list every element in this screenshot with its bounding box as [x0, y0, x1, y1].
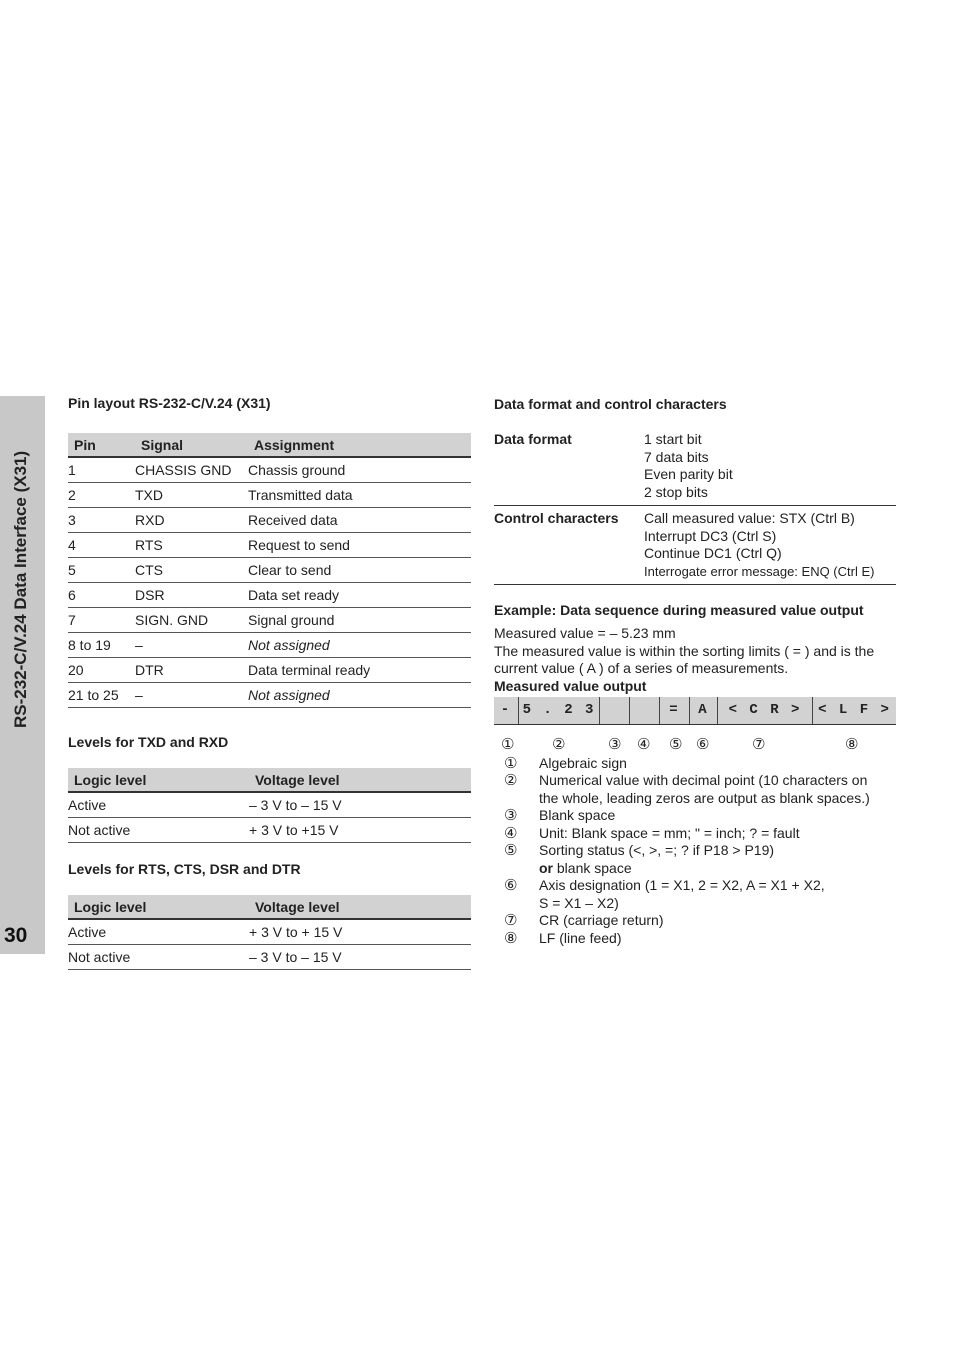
legend-text: CR (carriage return) [539, 912, 664, 928]
format-line: 1 start bit [644, 431, 702, 447]
list-item [494, 842, 896, 877]
table-cell: CHASSIS GND [135, 457, 248, 483]
legend-number: ④ [504, 824, 518, 842]
example-description: The measured value is within the sorting limits ( = ) and is the current value ( A ) of a series of measurements. [494, 642, 875, 676]
table-cell: Received data [248, 508, 471, 533]
data-sequence [494, 697, 896, 725]
table-cell: – [135, 633, 248, 658]
legend-text [539, 842, 896, 877]
table-cell: Not active [68, 818, 249, 843]
list-item [494, 877, 896, 912]
legend-text [539, 772, 896, 807]
format-line: 7 data bits [644, 448, 709, 465]
table-row [68, 558, 471, 583]
or-rest: blank space [553, 859, 632, 876]
sequence-cell: 5 . 2 3 [519, 697, 600, 724]
table-cell: RTS [135, 533, 248, 558]
column-header: Pin [68, 433, 135, 457]
table-row [68, 658, 471, 683]
table-cell: Chassis ground [248, 457, 471, 483]
table-row [68, 792, 471, 818]
sequence-cell: < L F > [818, 702, 891, 718]
sequence-cell: < C R > [718, 697, 813, 724]
column-header: Assignment [248, 433, 471, 457]
example-text [494, 625, 896, 678]
levels-rts-table [68, 895, 471, 970]
sequence-legend [494, 755, 896, 948]
table-cell: 21 to 25 [68, 683, 135, 708]
table-row [68, 633, 471, 658]
table-cell: 2 [68, 483, 135, 508]
marker: ⑧ [845, 735, 859, 753]
legend-number: ⑦ [504, 912, 518, 929]
table-row [68, 508, 471, 533]
legend-line [539, 860, 896, 878]
control-line: Interrogate error message: ENQ (Ctrl E) [644, 563, 875, 579]
sequence-cell: = [660, 697, 690, 724]
table-row [494, 506, 896, 585]
table-cell: Data terminal ready [248, 658, 471, 683]
left-column [68, 395, 471, 970]
control-characters-values [644, 506, 896, 585]
table-row [68, 945, 471, 970]
table-cell: 20 [68, 658, 135, 683]
control-characters-label: Control characters [494, 506, 644, 585]
table-cell: – 3 V to – 15 V [249, 945, 471, 970]
table-row [68, 533, 471, 558]
control-line: Continue DC1 (Ctrl Q) [644, 545, 782, 561]
list-item [494, 772, 896, 807]
table-cell: – [135, 683, 248, 708]
table-cell: + 3 V to +15 V [249, 818, 471, 843]
legend-number: ③ [504, 807, 518, 824]
table-cell: Active [68, 919, 249, 945]
right-column [494, 396, 896, 947]
list-item [494, 807, 896, 825]
table-cell: Not assigned [248, 633, 471, 658]
data-format-table [494, 431, 896, 585]
table-cell: Active [68, 792, 249, 818]
table-cell: Transmitted data [248, 483, 471, 508]
legend-text [539, 877, 896, 912]
table-header-row [68, 895, 471, 919]
table-cell: 3 [68, 508, 135, 533]
table-cell: DSR [135, 583, 248, 608]
table-cell: DTR [135, 658, 248, 683]
legend-line: Sorting status (<, >, =; ? if P18 > P19) [539, 842, 775, 858]
table-header-row [68, 768, 471, 792]
table-cell: Not assigned [248, 683, 471, 708]
format-line: 2 stop bits [644, 483, 708, 500]
list-item [494, 912, 896, 930]
output-heading: Measured value output [494, 677, 647, 694]
control-line: Call measured value: STX (Ctrl B) [644, 510, 855, 526]
table-cell: Signal ground [248, 608, 471, 633]
marker: ⑥ [696, 735, 710, 753]
legend-number: ⑧ [504, 929, 518, 947]
marker: ⑦ [752, 735, 766, 753]
table-cell: SIGN. GND [135, 608, 248, 633]
format-line: Even parity bit [644, 466, 733, 482]
legend-text: Blank space [539, 807, 616, 823]
legend-number: ② [504, 772, 518, 789]
table-cell: 7 [68, 608, 135, 633]
sequence-markers [494, 735, 896, 757]
sequence-cell: A [690, 697, 718, 724]
table-row [68, 919, 471, 945]
sequence-cell [630, 697, 660, 724]
marker: ③ [608, 735, 622, 753]
table-cell: Not active [68, 945, 249, 970]
example-heading: Example: Data sequence during measured value output [494, 602, 864, 618]
table-cell: Clear to send [248, 558, 471, 583]
table-cell: + 3 V to + 15 V [249, 919, 471, 945]
table-cell: TXD [135, 483, 248, 508]
page-number: 30 [4, 924, 28, 947]
legend-line: Axis designation (1 = X1, 2 = X2, A = X1 + X2, [539, 877, 825, 893]
legend-text: LF (line feed) [539, 929, 622, 946]
measured-value: Measured value = – 5.23 mm [494, 625, 676, 641]
legend-line: S = X1 – X2) [539, 894, 619, 911]
marker: ② [552, 735, 566, 753]
column-header: Signal [135, 433, 248, 457]
table-row [494, 431, 896, 506]
legend-text: Unit: Blank space = mm; " = inch; ? = fault [539, 824, 800, 841]
marker: ⑤ [669, 735, 683, 753]
pin-layout-table [68, 433, 471, 708]
column-header: Voltage level [249, 895, 471, 919]
data-format-label: Data format [494, 431, 644, 506]
table-cell: RXD [135, 508, 248, 533]
pin-layout-heading: Pin layout RS-232-C/V.24 (X31) [68, 395, 271, 411]
table-cell: 5 [68, 558, 135, 583]
list-item [494, 755, 896, 773]
legend-text: Algebraic sign [539, 754, 627, 771]
table-row [68, 608, 471, 633]
list-item [494, 930, 896, 948]
table-header-row [68, 433, 471, 457]
legend-line: the whole, leading zeros are output as blank spaces.) [539, 789, 870, 806]
column-header: Voltage level [249, 768, 471, 792]
table-cell: Data set ready [248, 583, 471, 608]
control-line: Interrupt DC3 (Ctrl S) [644, 527, 777, 544]
levels-rts-heading: Levels for RTS, CTS, DSR and DTR [68, 861, 301, 877]
or-word: or [539, 859, 553, 876]
legend-number: ⑤ [504, 842, 518, 859]
levels-txd-table [68, 768, 471, 843]
marker: ① [501, 735, 515, 753]
sequence-cell [600, 697, 630, 724]
chapter-title: RS-232-C/V.24 Data Interface (X31) [11, 450, 30, 728]
table-cell: Request to send [248, 533, 471, 558]
column-header: Logic level [68, 768, 249, 792]
legend-line: Numerical value with decimal point (10 characters on [539, 772, 868, 788]
table-cell: 6 [68, 583, 135, 608]
table-cell: CTS [135, 558, 248, 583]
column-header: Logic level [68, 895, 249, 919]
table-row [68, 583, 471, 608]
table-cell: 1 [68, 457, 135, 483]
data-format-heading: Data format and control characters [494, 396, 727, 412]
sequence-cell: - [494, 697, 519, 724]
table-row [68, 483, 471, 508]
legend-number: ⑥ [504, 877, 518, 894]
levels-txd-heading: Levels for TXD and RXD [68, 734, 229, 750]
table-row [68, 818, 471, 843]
legend-number: ① [504, 754, 518, 772]
table-cell: – 3 V to – 15 V [249, 792, 471, 818]
list-item [494, 825, 896, 843]
marker: ④ [637, 735, 651, 753]
data-format-values [644, 431, 896, 506]
table-row [68, 457, 471, 483]
table-row [68, 683, 471, 708]
table-cell: 8 to 19 [68, 633, 135, 658]
table-cell: 4 [68, 533, 135, 558]
